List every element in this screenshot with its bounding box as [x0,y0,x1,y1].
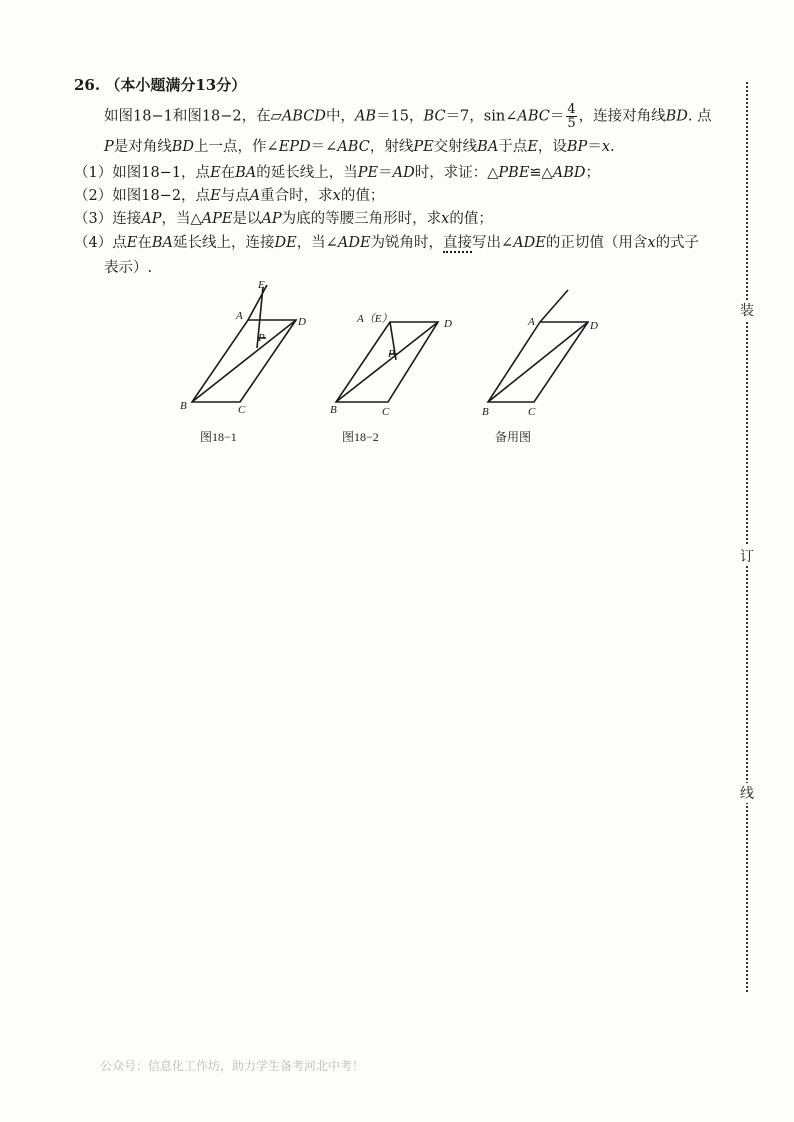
sub-number: （4） [74,235,113,251]
text: . 点 [687,108,712,125]
text: ＝ [549,108,565,125]
sub-question-4-continued: 表示）. [104,260,153,276]
text: 的式子 [655,235,700,251]
spare-figure-caption: 备用图 [495,430,532,444]
label-b: B [180,400,187,412]
figure-18-2 [336,322,438,402]
sub-question-2 [74,184,384,205]
text: ，当△ [161,211,202,227]
intro-line-2 [104,135,615,156]
math: BA [477,139,499,155]
emphasis-text: 直接 [443,235,473,251]
label-d: D [590,320,598,332]
text: 为锐角时， [370,235,444,251]
math: ABC [517,108,550,125]
math: BA [235,165,257,181]
math: DE [274,235,297,251]
text: . [610,139,615,155]
text: 于点 [498,139,528,155]
math: E [210,188,221,204]
text: ，连接对角线 [578,108,666,125]
ray-ba-extended [540,290,568,322]
text: 的值； [449,211,493,227]
math: ADE [337,235,371,251]
label-p: P [388,348,395,360]
label-e: E [258,279,265,291]
label-d: D [298,316,306,328]
label-c: C [238,404,246,416]
math: E [126,235,138,251]
sub-number: （1） [74,165,113,181]
text: 的正切值（用含 [545,235,648,251]
text: ； [585,165,600,181]
math: AB [354,108,377,125]
math: ABCD [281,108,326,125]
math: PE [413,139,434,155]
figure-18-2-caption: 图18−2 [342,430,379,444]
math: E [527,139,538,155]
text: 的延长线上，当 [256,165,358,181]
text: 在 [220,165,236,181]
sub-number: （3） [74,211,113,227]
label-a: A [528,316,535,328]
question-number: 26. [74,76,101,94]
diagonal-bd [336,322,438,402]
text: ＝ [378,165,393,181]
fraction-denominator: 5 [567,116,576,131]
sub-number: （2） [74,188,113,204]
label-c: C [382,406,390,418]
math: P [104,139,114,155]
math: ADE [513,235,546,251]
text: ≌△ [529,165,553,181]
text: 连接 [112,211,142,227]
math: PE [357,165,379,181]
math: x [441,211,450,227]
spare-figure [488,290,588,402]
math: A [249,188,261,204]
math: AP [141,211,162,227]
text: 延长线上，连接 [172,235,275,251]
text: 上一点，作∠ [194,139,279,155]
math: BC [423,108,446,125]
math: ABD [552,165,586,181]
text: 时，求证：△ [414,165,499,181]
sub-question-3 [74,207,493,228]
text: ＝ [587,139,602,155]
text: ，当∠ [296,235,338,251]
text: 是以 [232,211,262,227]
intro-line-1 [104,103,712,130]
text: ＝∠ [310,139,338,155]
label-d: D [444,318,452,330]
math: EPD [278,139,311,155]
binding-char-zhuang: 装 [738,300,756,320]
math: BD [665,108,688,125]
math: PBE [498,165,530,181]
diagonal-bd [192,320,296,402]
figure-18-1-caption: 图18−1 [200,430,237,444]
math: BD [171,139,195,155]
footer-watermark: 公众号：信息化工作坊，助力学生备考河北中考！ [100,1059,365,1073]
text: 点 [112,235,127,251]
math: x [332,188,341,204]
text: ，设 [537,139,567,155]
text: 如图18−1和图18−2，在▱ [104,108,282,125]
text: ＝15， [376,108,424,125]
label-a: A [236,310,243,322]
text: 的值； [340,188,385,204]
text: 交射线 [433,139,478,155]
text: 与点 [220,188,250,204]
binding-char-xian: 线 [738,783,756,803]
math: E [210,165,221,181]
diagonal-bd [488,322,588,402]
label-b: B [482,406,489,418]
label-p: P [258,332,265,344]
math: AP [261,211,282,227]
text: 中， [325,108,355,125]
binding-line [746,82,748,992]
sub-question-4 [74,231,699,252]
text: 如图18−2，点 [112,188,211,204]
text: 重合时，求 [260,188,333,204]
label-a-e: A（E） [357,313,393,325]
geometry-figures [170,275,620,455]
text: 在 [137,235,152,251]
math: x [647,235,656,251]
text: ＝7，sin∠ [445,108,518,125]
question-points: （本小题满分13分） [105,76,247,94]
figure-18-1 [192,285,296,402]
question-header [74,74,246,95]
math: x [601,139,611,155]
text: 写出∠ [472,235,514,251]
math: AD [392,165,415,181]
text: ，射线 [369,139,414,155]
binding-char-ding: 订 [738,546,756,566]
math: APE [201,211,233,227]
label-b: B [330,404,337,416]
text: 为底的等腰三角形时，求 [281,211,442,227]
fraction-numerator: 4 [567,102,576,117]
math: BA [151,235,173,251]
math: ABC [337,139,370,155]
label-c: C [528,406,536,418]
sub-question-1 [74,161,600,182]
math: BP [566,139,588,155]
fraction [566,103,576,130]
text: 是对角线 [113,139,172,155]
text: 如图18−1，点 [112,165,211,181]
